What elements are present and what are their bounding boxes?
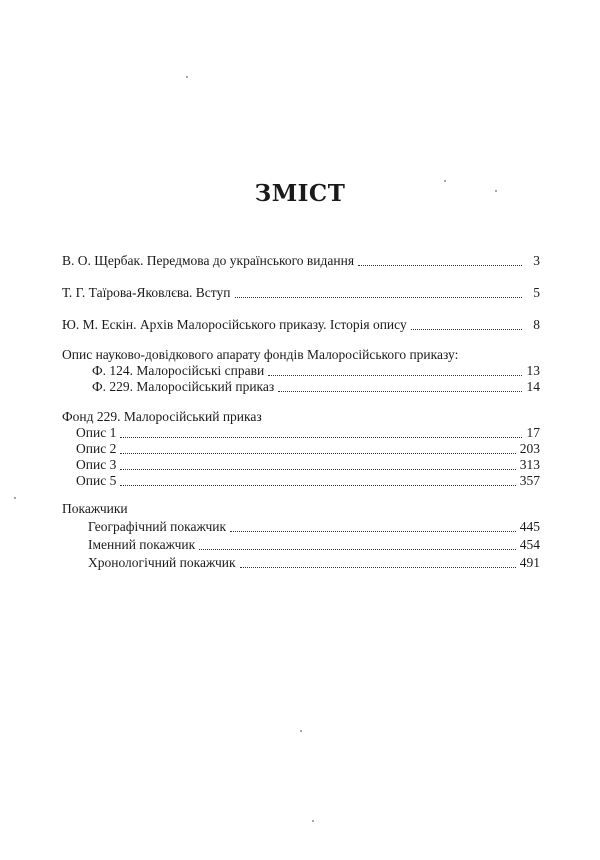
toc-entry-page: 5 bbox=[533, 285, 540, 300]
toc-entry[interactable] bbox=[62, 536, 540, 554]
toc-entry[interactable] bbox=[62, 378, 540, 396]
toc-entry-page: 491 bbox=[519, 555, 540, 570]
toc-entry-label: Іменний покажчик bbox=[88, 537, 196, 552]
dot-leader bbox=[278, 391, 522, 392]
toc-entry-label: В. О. Щербак. Передмова до українського видання bbox=[62, 253, 355, 268]
toc-entry-page: 8 bbox=[533, 317, 540, 332]
toc-entry-label: Т. Г. Таїрова-Яковлєва. Вступ bbox=[62, 285, 231, 300]
toc-entry-label: Опис 5 bbox=[76, 473, 117, 488]
toc-entry-page: 357 bbox=[519, 473, 540, 488]
toc-entry-page: 14 bbox=[526, 379, 540, 394]
scan-speck bbox=[312, 820, 314, 822]
toc-entry-page: 13 bbox=[526, 363, 540, 378]
page-title: ЗМІСТ bbox=[254, 180, 346, 207]
dot-leader bbox=[120, 453, 515, 454]
dot-leader bbox=[411, 329, 522, 330]
toc-entry[interactable] bbox=[62, 252, 540, 270]
toc-entry-page: 445 bbox=[519, 519, 540, 534]
toc-entry-page: 203 bbox=[519, 441, 540, 456]
scan-speck bbox=[186, 76, 188, 78]
toc-entry-label: Ф. 124. Малоросійські справи bbox=[92, 363, 265, 378]
dot-leader bbox=[230, 531, 516, 532]
toc-entry[interactable] bbox=[62, 518, 540, 536]
dot-leader bbox=[120, 469, 515, 470]
dot-leader bbox=[235, 297, 523, 298]
scan-speck bbox=[444, 180, 446, 182]
toc-entry-page: 313 bbox=[519, 457, 540, 472]
dot-leader bbox=[358, 265, 522, 266]
scan-speck bbox=[300, 730, 302, 732]
toc-entry[interactable] bbox=[62, 554, 540, 572]
dot-leader bbox=[199, 549, 516, 550]
dot-leader bbox=[120, 485, 515, 486]
dot-leader bbox=[240, 567, 516, 568]
toc-entry-page: 454 bbox=[519, 537, 540, 552]
section-heading-apparatus: Опис науково-довідкового апарату фондів Малоросійського приказу: bbox=[62, 347, 459, 362]
toc-entry-page: 17 bbox=[526, 425, 540, 440]
toc-entry-label: Географічний покажчик bbox=[88, 519, 227, 534]
toc-entry-label: Ю. М. Ескін. Архів Малоросійського приказу. Історія опису bbox=[62, 317, 407, 332]
toc-entry-page: 3 bbox=[533, 253, 540, 268]
toc-entry-label: Опис 2 bbox=[76, 441, 117, 456]
dot-leader bbox=[120, 437, 522, 438]
toc-entry-label: Опис 1 bbox=[76, 425, 117, 440]
toc-entry-label: Опис 3 bbox=[76, 457, 117, 472]
section-heading-indexes: Покажчики bbox=[62, 501, 128, 516]
scan-speck bbox=[14, 497, 16, 499]
toc-entry[interactable] bbox=[62, 284, 540, 302]
toc-entry-label: Ф. 229. Малоросійський приказ bbox=[92, 379, 275, 394]
toc-entry[interactable] bbox=[62, 316, 540, 334]
section-heading-fond: Фонд 229. Малоросійський приказ bbox=[62, 409, 262, 424]
dot-leader bbox=[268, 375, 522, 376]
toc-entry[interactable] bbox=[62, 472, 540, 490]
toc-entry-label: Хронологічний покажчик bbox=[88, 555, 236, 570]
scan-speck bbox=[495, 190, 497, 192]
